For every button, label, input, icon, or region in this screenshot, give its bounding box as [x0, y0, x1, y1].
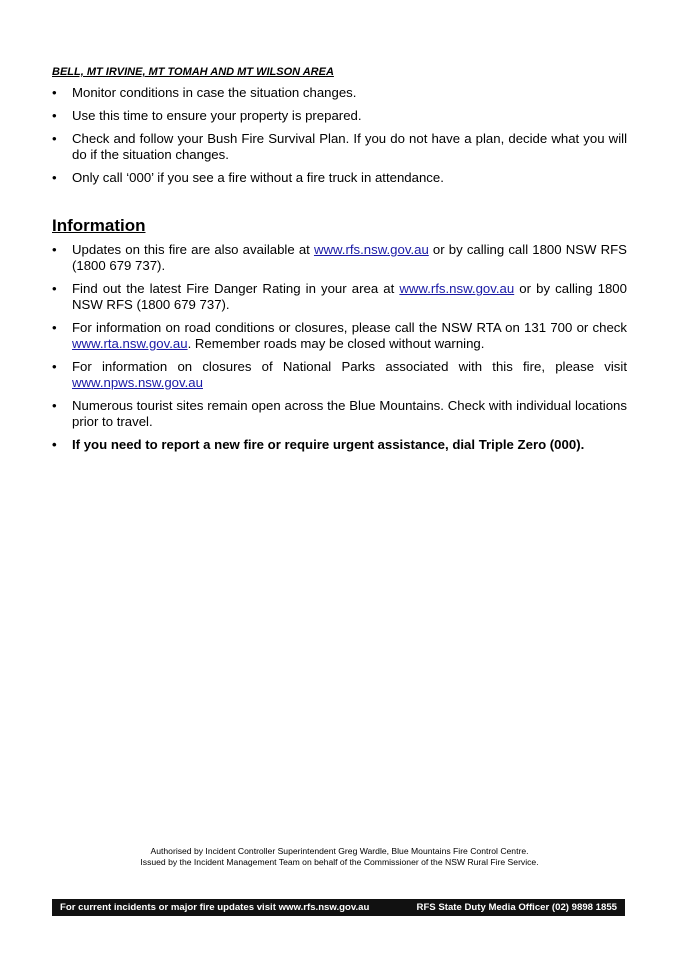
list-item — [52, 108, 627, 124]
information-heading: Information — [52, 216, 146, 235]
action-text: Only call ‘000’ if you see a fire without a fire truck in attendance. — [72, 170, 444, 185]
bullet-icon: • — [52, 320, 57, 335]
info-text-after: or by calling call 1800 NSW RFS (1800 679 737). — [72, 242, 627, 273]
authorisation-block — [0, 846, 679, 868]
urgent-item — [52, 437, 627, 453]
list-item — [52, 131, 627, 163]
area-heading: BELL, MT IRVINE, MT TOMAH AND MT WILSON AREA — [52, 66, 334, 78]
list-item — [52, 359, 627, 391]
info-text-before: For information on closures of National Parks associated with this fire, please visit — [72, 359, 627, 374]
rta-link[interactable]: www.rta.nsw.gov.au — [72, 336, 188, 351]
bullet-icon: • — [52, 170, 57, 185]
info-text: Numerous tourist sites remain open across the Blue Mountains. Check with individual locations prior to travel. — [72, 398, 627, 429]
list-item — [52, 170, 627, 186]
rfs-link[interactable]: www.rfs.nsw.gov.au — [313, 242, 429, 257]
action-list — [52, 85, 627, 193]
bullet-icon: • — [52, 281, 57, 296]
action-text: Monitor conditions in case the situation changes. — [72, 85, 357, 100]
bullet-icon: • — [52, 437, 57, 452]
footer-right-text: RFS State Duty Media Officer (02) 9898 1855 — [416, 902, 617, 913]
info-text-before: For information on road conditions or closures, please call the NSW RTA on 131 700 or check — [72, 320, 627, 335]
action-text: Check and follow your Bush Fire Survival Plan. If you do not have a plan, decide what you will do if the situation changes. — [72, 131, 627, 162]
info-text-before: Updates on this fire are also available at — [72, 242, 314, 257]
urgent-text: If you need to report a new fire or require urgent assistance, dial Triple Zero (000). — [72, 437, 585, 452]
list-item — [52, 398, 627, 430]
npws-link[interactable]: www.npws.nsw.gov.au — [72, 375, 203, 390]
footer-bar — [52, 899, 625, 916]
list-item — [52, 281, 627, 313]
bullet-icon: • — [52, 131, 57, 146]
action-text: Use this time to ensure your property is prepared. — [72, 108, 362, 123]
info-text-after: . Remember roads may be closed without warning. — [187, 336, 485, 351]
information-list — [52, 242, 627, 460]
info-text-before: Find out the latest Fire Danger Rating in your area at — [72, 281, 400, 296]
footer-left-text: For current incidents or major fire updates visit www.rfs.nsw.gov.au — [60, 902, 370, 913]
bullet-icon: • — [52, 85, 57, 100]
rfs-link[interactable]: www.rfs.nsw.gov.au — [399, 281, 515, 296]
bullet-icon: • — [52, 242, 57, 257]
list-item — [52, 85, 627, 101]
bullet-icon: • — [52, 108, 57, 123]
authorisation-line: Authorised by Incident Controller Superintendent Greg Wardle, Blue Mountains Fire Control Centre. — [150, 846, 529, 856]
list-item — [52, 320, 627, 352]
bullet-icon: • — [52, 398, 57, 413]
issued-line: Issued by the Incident Management Team on behalf of the Commissioner of the NSW Rural Fire Service. — [140, 857, 539, 867]
bullet-icon: • — [52, 359, 57, 374]
info-text-after: or by calling 1800 NSW RFS (1800 679 737). — [72, 281, 627, 312]
list-item — [52, 242, 627, 274]
